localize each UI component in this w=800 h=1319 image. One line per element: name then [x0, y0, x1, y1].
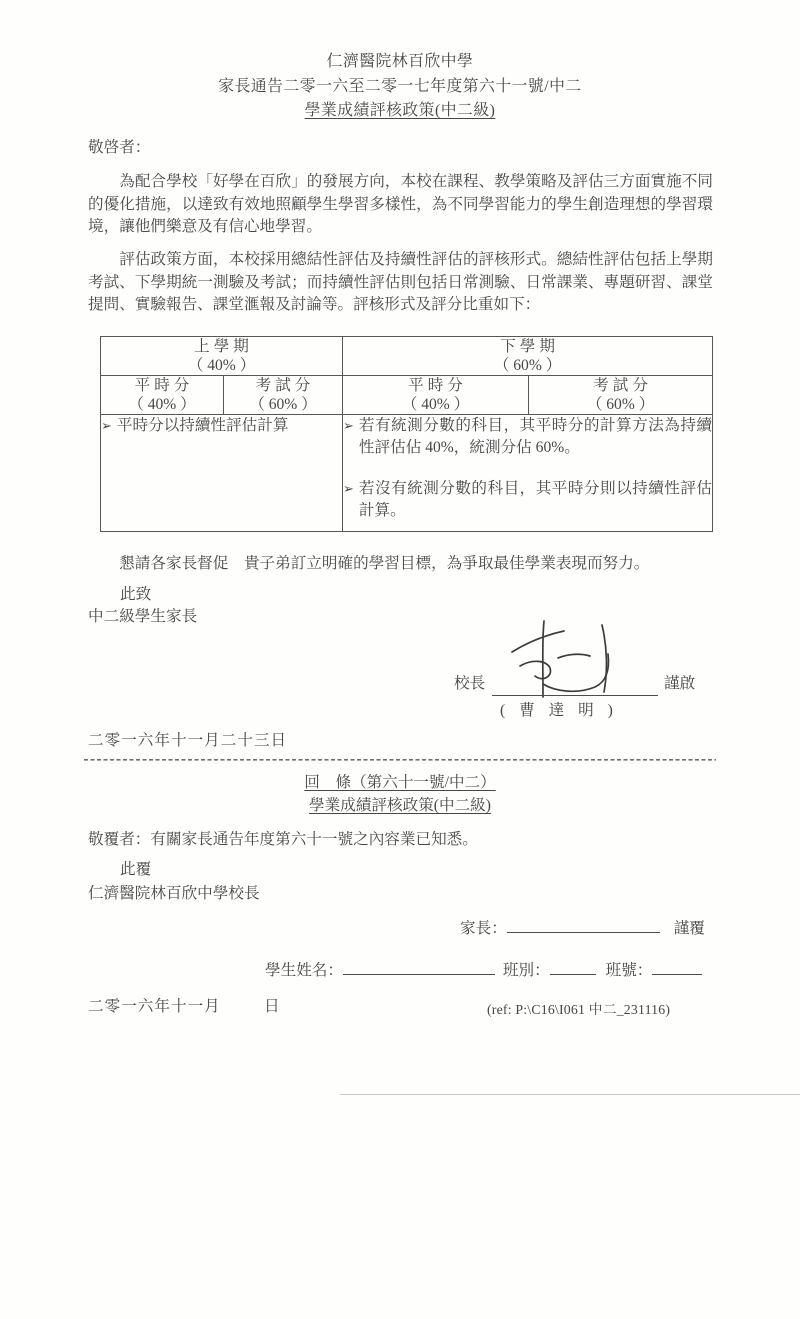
reply-acknowledgement: 敬覆者：有關家長通告年度第六十一號之內容業已知悉。	[88, 831, 478, 848]
component-name: 考試分	[593, 377, 652, 394]
component-percent: （ 60% ）	[586, 396, 655, 413]
notice-subject: 學業成績評核政策(中二級)	[304, 102, 496, 119]
reply-date-day: 日	[264, 998, 280, 1015]
paragraph-2: 評估政策方面，本校採用總結性評估及持續性評估的評核形式。總結性評估包括上學期考試、下學期統一測驗及考試；而持續性評估則包括日常測驗、日常課業、專題研習、課堂提問、實驗報告、課堂滙報及討論等。評核形式及評分比重如下：	[88, 251, 713, 313]
component-cell-1	[101, 376, 224, 415]
student-info-row	[265, 959, 702, 983]
notice-date: 二零一六年十一月二十三日	[88, 732, 288, 749]
term2-percent: （ 60% ）	[493, 357, 562, 374]
tear-off-divider	[84, 759, 716, 761]
school-name: 仁濟醫院林百欣中學	[326, 53, 474, 70]
term1-percent: （ 40% ）	[187, 357, 256, 374]
term2-header-cell	[343, 337, 713, 376]
term1-notes-cell	[101, 415, 343, 532]
student-name-blank	[343, 959, 495, 975]
reply-slip-subtitle: 學業成績評核政策(中二級)	[309, 797, 491, 814]
principal-label: 校長	[454, 675, 486, 692]
term1-note-text: 平時分以持續性評估計算	[116, 417, 289, 434]
assessment-table	[100, 336, 713, 532]
term2-title: 下學期	[500, 338, 559, 355]
reply-closing: 此覆	[120, 861, 152, 878]
component-name: 考試分	[255, 377, 315, 394]
term2-note-2	[343, 478, 712, 521]
letterhead	[0, 50, 800, 124]
respectfully-label: 謹啟	[664, 675, 696, 692]
term2-note-2-text: 若沒有統測分數的科目，其平時分則以持續性評估計算。	[358, 480, 713, 519]
component-name: 平時分	[134, 377, 194, 394]
scan-artifact-line	[340, 1094, 800, 1095]
parent-respectfully-label: 謹覆	[673, 920, 705, 937]
class-label: 班別：	[502, 962, 550, 979]
table-row-notes	[101, 415, 713, 532]
principal-signature-icon	[498, 618, 648, 700]
class-number-blank	[652, 959, 702, 975]
class-blank	[550, 959, 596, 975]
table-row-components	[101, 376, 713, 415]
closing-cizhi: 此致	[120, 586, 152, 603]
reply-slip-title: 回 條（第六十一號/中二）	[304, 774, 496, 791]
signature-block	[440, 620, 720, 720]
parent-signature-row	[460, 917, 705, 941]
addressee: 中二級學生家長	[88, 608, 198, 625]
component-percent: （ 60% ）	[249, 396, 317, 413]
principal-name: ( 曹 達 明 )	[500, 702, 618, 719]
file-reference: (ref: P:\C16\I061 中二_231116)	[487, 1002, 671, 1017]
arrow-bullet-icon: ➢	[343, 481, 354, 496]
component-percent: （ 40% ）	[401, 396, 470, 413]
term1-title: 上學期	[194, 338, 253, 355]
class-number-label: 班號：	[605, 962, 653, 979]
table-row-terms	[101, 337, 713, 376]
component-percent: （ 40% ）	[128, 396, 196, 413]
parent-label: 家長：	[460, 920, 507, 937]
term2-notes-cell	[343, 415, 713, 532]
arrow-bullet-icon: ➢	[343, 418, 354, 433]
reply-date-prefix: 二零一六年十一月	[88, 998, 221, 1015]
term2-note-1-text: 若有統測分數的科目，其平時分的計算方法為持續性評估佔 40%，統測分佔 60%。	[358, 417, 713, 456]
term1-note	[101, 415, 342, 437]
parent-signature-blank	[507, 917, 660, 933]
component-cell-4	[529, 376, 713, 415]
term2-note-1	[343, 415, 712, 458]
notice-number-line: 家長通告二零一六至二零一七年度第六十一號/中二	[218, 77, 582, 95]
paragraph-1: 為配合學校「好學在百欣」的發展方向，本校在課程、教學策略及評估三方面實施不同的優化措施，以達致有效地照顧學生學習多樣性，為不同學習能力的學生創造理想的學習環境，讓他們樂意及有信心地學習。	[88, 173, 713, 235]
student-name-label: 學生姓名：	[265, 962, 343, 979]
salutation: 敬啓者：	[88, 139, 151, 156]
principal-signature-line	[492, 695, 658, 696]
component-cell-2	[224, 376, 343, 415]
exhortation: 懇請各家長督促 貴子弟訂立明確的學習目標，為爭取最佳學業表現而努力。	[119, 555, 650, 572]
reply-addressee: 仁濟醫院林百欣中學校長	[88, 885, 260, 902]
component-name: 平時分	[408, 377, 467, 394]
term1-header-cell	[101, 337, 343, 376]
arrow-bullet-icon: ➢	[101, 418, 112, 433]
component-cell-3	[343, 376, 529, 415]
